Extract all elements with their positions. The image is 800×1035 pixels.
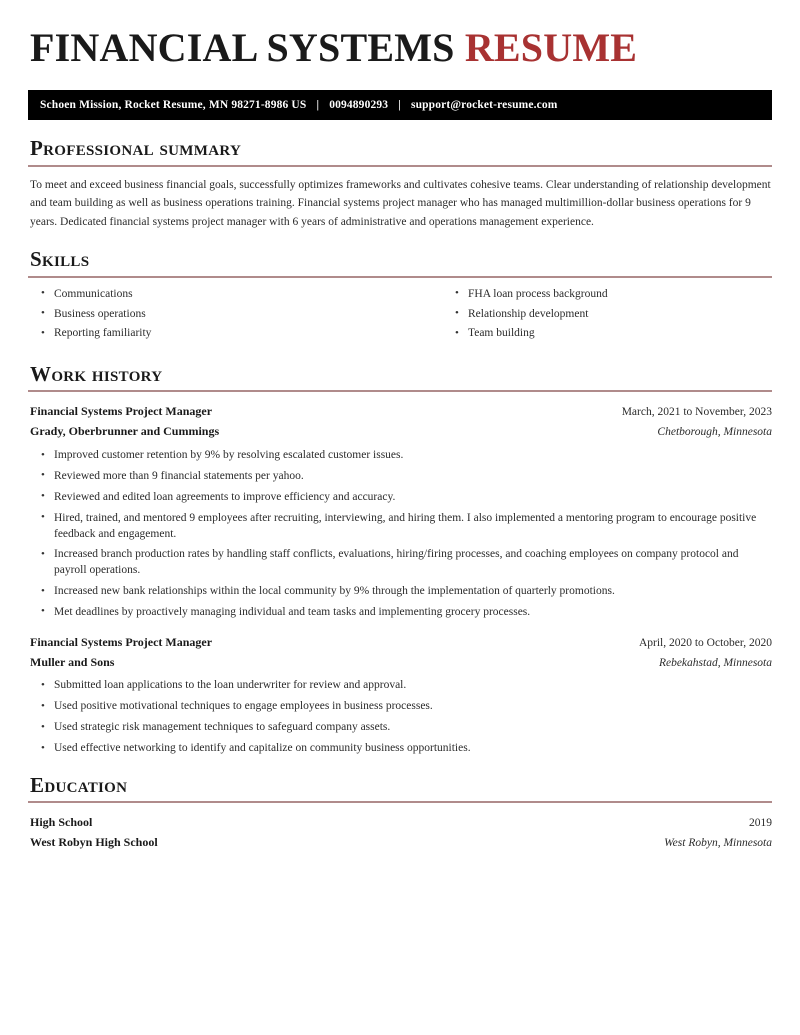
work-entry-company-row — [28, 653, 772, 673]
education-school: West Robyn High School — [30, 835, 158, 850]
section-skills — [28, 248, 772, 346]
list-item: • FHA loan process background — [468, 287, 772, 302]
work-bullet-list — [28, 678, 772, 756]
work-entry-bullets — [28, 678, 772, 756]
skills-columns — [28, 287, 772, 346]
contact-separator-2: | — [398, 99, 401, 111]
section-rule-summary — [28, 165, 772, 167]
work-entry-company-row — [28, 422, 772, 442]
list-item: • Increased branch production rates by handling staff conflicts, evaluations, hiring/firing processes, and coaching employees on company protocol and payroll operations. — [54, 547, 772, 579]
contact-address: Schoen Mission, Rocket Resume, MN 98271-8986 US — [40, 99, 307, 111]
education-year: 2019 — [749, 817, 772, 830]
resume-title — [28, 0, 772, 68]
list-item: • Improved customer retention by 9% by resolving escalated customer issues. — [54, 448, 772, 464]
work-entry-company: Muller and Sons — [30, 654, 115, 669]
work-entry-location: Chetborough, Minnesota — [657, 426, 772, 439]
work-entry — [28, 402, 772, 620]
work-entry-company: Grady, Oberbrunner and Cummings — [30, 424, 220, 439]
list-item: • Increased new bank relationships within the local community by 9% through the implementation of quarterly promotions. — [54, 584, 772, 600]
work-entry-dates: April, 2020 to October, 2020 — [638, 636, 772, 649]
section-work-history — [28, 363, 772, 757]
contact-separator-1: | — [316, 99, 320, 111]
contact-line — [40, 99, 558, 111]
work-entry-job-title: Financial Systems Project Manager — [30, 634, 213, 649]
work-entry-location: Rebekahstad, Minnesota — [658, 656, 772, 669]
list-item: • Used positive motivational techniques to engage employees in business processes. — [54, 699, 772, 715]
list-item: • Relationship development — [468, 307, 772, 322]
list-item: • Reviewed more than 9 financial statements per yahoo. — [54, 469, 772, 485]
section-heading-summary: Professional summary — [30, 136, 242, 160]
section-rule-skills — [28, 276, 772, 278]
resume-title-accent: RESUME — [464, 25, 638, 70]
work-bullet-list — [28, 448, 772, 621]
education-entry — [28, 813, 772, 853]
list-item: • Reviewed and edited loan agreements to improve efficiency and accuracy. — [54, 490, 772, 506]
section-heading-skills: Skills — [30, 247, 90, 272]
list-item: • Met deadlines by proactively managing individual and team tasks and implementing grocery processes. — [54, 605, 772, 621]
education-degree: High School — [30, 815, 93, 830]
contact-bar — [28, 90, 772, 120]
work-entry-bullets — [28, 448, 772, 621]
list-item: • Communications — [54, 287, 400, 302]
list-item: • Team building — [468, 326, 772, 341]
section-education — [28, 774, 772, 853]
list-item: • Submitted loan applications to the loan underwriter for review and approval. — [54, 678, 772, 694]
work-entry-title-row — [28, 633, 772, 653]
section-rule-work-history — [28, 390, 772, 392]
list-item: • Hired, trained, and mentored 9 employees after recruiting, interviewing, and hiring them. I also implemented a mentoring program to encourage positive feedback and engagement. — [54, 511, 772, 543]
education-location: West Robyn, Minnesota — [664, 837, 772, 850]
section-heading-work-history: Work history — [30, 361, 163, 386]
section-rule-education — [28, 801, 772, 803]
work-entry-job-title: Financial Systems Project Manager — [30, 404, 213, 419]
work-entry-title-row — [28, 402, 772, 422]
section-professional-summary — [28, 137, 772, 231]
education-school-row — [28, 833, 772, 853]
contact-email[interactable]: support@rocket-resume.com — [410, 99, 558, 111]
resume-title-main: FINANCIAL SYSTEMS — [30, 25, 455, 70]
skills-column-left — [28, 287, 400, 346]
work-entry — [28, 633, 772, 757]
work-entry-dates: March, 2021 to November, 2023 — [621, 406, 772, 419]
skills-list-right — [442, 287, 772, 342]
list-item: • Used strategic risk management techniques to safeguard company assets. — [54, 720, 772, 736]
contact-phone: 0094890293 — [329, 99, 389, 111]
skills-column-right — [400, 287, 772, 346]
summary-paragraph: To meet and exceed business financial goals, successfully optimizes frameworks and cultivates cohesive teams. Clear understanding of relationship development and team building as well as business operations training. Financial systems project manager who has managed multimillion-dollar business operations for 9 years. Dedicated financial systems project manager with 6 years of administrative and operations management experience. — [30, 178, 771, 228]
section-heading-education: Education — [30, 772, 128, 797]
education-degree-row — [28, 813, 772, 833]
skills-list-left — [28, 287, 400, 342]
list-item: • Business operations — [54, 307, 400, 322]
list-item: • Used effective networking to identify and capitalize on community business opportunities. — [54, 741, 772, 757]
list-item: • Reporting familiarity — [54, 326, 400, 341]
